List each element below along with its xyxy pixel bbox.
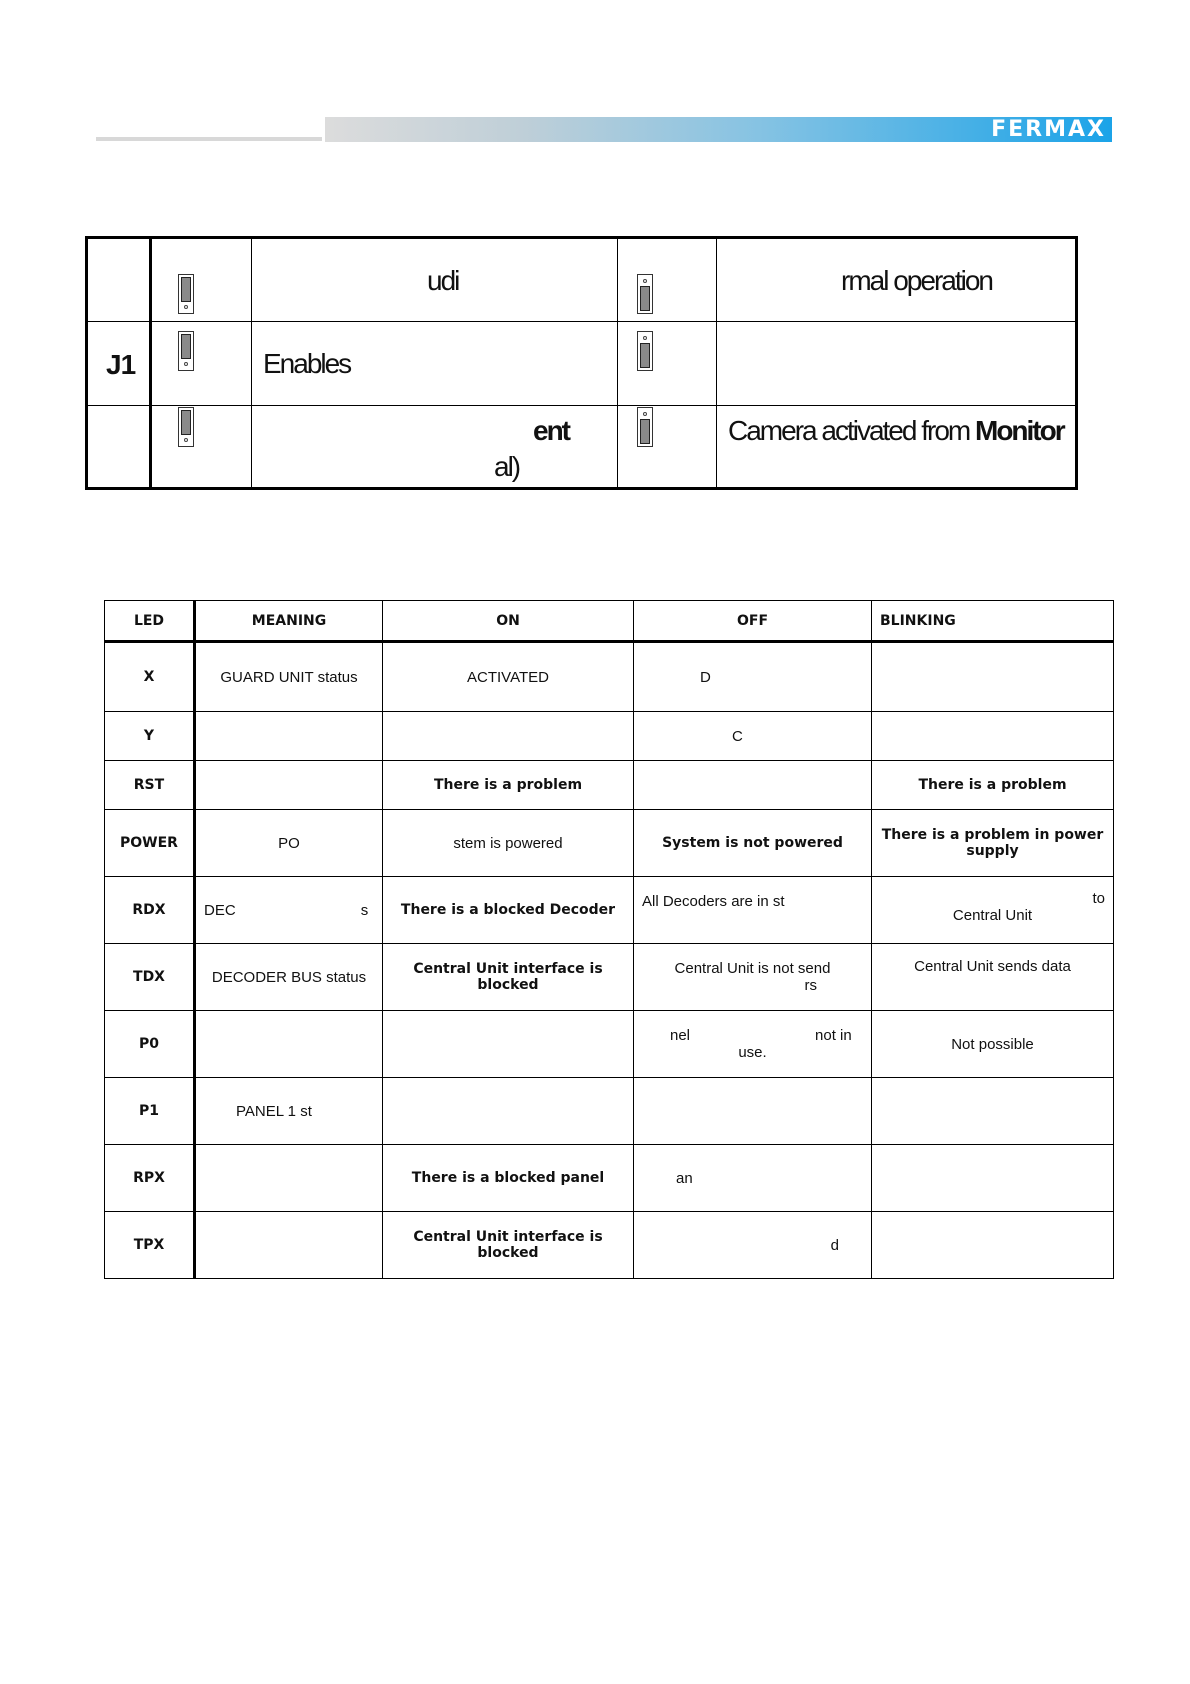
led-name: X — [105, 642, 195, 712]
header-gradient-bar — [325, 117, 1112, 142]
table-row — [105, 944, 1114, 1011]
jumper-row3-left-text-a: ent — [533, 415, 569, 446]
blinking-cell — [872, 877, 1114, 944]
on-cell: There is a blocked panel — [383, 1145, 634, 1212]
table-row — [105, 1212, 1114, 1279]
off-text-a: nel not in — [670, 1027, 852, 1044]
camera-activated-text: Camera activated from — [728, 415, 975, 446]
table-divider — [617, 239, 618, 487]
jumper-row3-right-text — [728, 415, 1064, 447]
table-row — [105, 1011, 1114, 1078]
off-cell — [634, 944, 872, 1011]
column-header-led: LED — [105, 601, 195, 642]
on-cell: Central Unit interface is blocked — [383, 1212, 634, 1279]
off-text-b: use. — [738, 1044, 767, 1061]
table-divider — [251, 239, 252, 487]
jumper-row1-right-text: rmal operation — [841, 265, 992, 296]
blinking-cell — [872, 712, 1114, 761]
on-cell: There is a blocked Decoder — [383, 877, 634, 944]
meaning-cell — [195, 1212, 383, 1279]
table-header-row — [105, 601, 1114, 642]
column-header-blinking: BLINKING — [872, 601, 1114, 642]
led-name: TDX — [105, 944, 195, 1011]
meaning-cell: DECODER BUS status — [195, 944, 383, 1011]
jumper-switch-icon — [637, 274, 653, 314]
blinking-cell: Not possible — [872, 1011, 1114, 1078]
table-divider — [149, 239, 152, 487]
jumper-switch-icon — [178, 331, 194, 371]
led-name: RST — [105, 761, 195, 810]
off-text-a: Central Unit is not send — [674, 960, 831, 977]
led-name: RPX — [105, 1145, 195, 1212]
led-name: Y — [105, 712, 195, 761]
column-header-off: OFF — [634, 601, 872, 642]
table-row — [105, 642, 1114, 712]
blinking-cell — [872, 642, 1114, 712]
meaning-cell — [195, 712, 383, 761]
off-cell: d — [634, 1212, 872, 1279]
on-cell: ACTIVATED — [383, 642, 634, 712]
led-name: P0 — [105, 1011, 195, 1078]
table-row — [105, 1145, 1114, 1212]
blinking-cell — [872, 1078, 1114, 1145]
on-cell — [383, 1078, 634, 1145]
on-cell: stem is powered — [383, 810, 634, 877]
led-status-table — [104, 600, 1114, 1279]
off-cell: an — [634, 1145, 872, 1212]
meaning-cell — [195, 761, 383, 810]
table-divider — [88, 321, 1075, 322]
jumper-switch-icon — [637, 331, 653, 371]
jumper-switch-icon — [637, 407, 653, 447]
off-cell — [634, 1011, 872, 1078]
off-cell: C — [634, 712, 872, 761]
fermax-logo: FERMAX — [991, 117, 1106, 142]
led-name: TPX — [105, 1212, 195, 1279]
off-cell: System is not powered — [634, 810, 872, 877]
blinking-cell — [872, 1212, 1114, 1279]
blinking-cell: There is a problem in power supply — [872, 810, 1114, 877]
off-cell: All Decoders are in st — [634, 877, 872, 944]
blinking-cell — [872, 1145, 1114, 1212]
table-divider — [88, 405, 1075, 406]
off-cell — [634, 761, 872, 810]
column-header-meaning: MEANING — [195, 601, 383, 642]
led-name: POWER — [105, 810, 195, 877]
led-name: RDX — [105, 877, 195, 944]
on-cell: Central Unit interface is blocked — [383, 944, 634, 1011]
blinking-text-a: to — [1092, 890, 1105, 907]
table-row — [105, 877, 1114, 944]
jumper-switch-icon — [178, 274, 194, 314]
blinking-cell: There is a problem — [872, 761, 1114, 810]
off-cell — [634, 1078, 872, 1145]
table-row — [105, 810, 1114, 877]
jumper-label: J1 — [106, 349, 136, 380]
header-rule — [96, 137, 322, 141]
table-row — [105, 1078, 1114, 1145]
meaning-cell: PANEL 1 st — [195, 1078, 383, 1145]
jumper-row2-left-text: Enables — [263, 348, 351, 379]
meaning-cell: PO — [195, 810, 383, 877]
on-cell — [383, 1011, 634, 1078]
jumper-row3-left-text-b: al) — [494, 451, 520, 482]
table-divider — [716, 239, 717, 487]
table-row — [105, 761, 1114, 810]
led-name: P1 — [105, 1078, 195, 1145]
meaning-cell: GUARD UNIT status — [195, 642, 383, 712]
off-cell: D — [634, 642, 872, 712]
off-text-b: rs — [804, 977, 817, 994]
meaning-cell: DEC s — [195, 877, 383, 944]
meaning-cell — [195, 1145, 383, 1212]
jumper-switch-icon — [178, 407, 194, 447]
blinking-text-b: Central Unit — [952, 907, 1033, 924]
column-header-on: ON — [383, 601, 634, 642]
jumper-row1-left-text: udi — [427, 265, 459, 296]
blinking-cell: Central Unit sends data — [872, 944, 1114, 1011]
monitor-text: Monitor — [975, 415, 1064, 446]
jumper-table — [85, 236, 1078, 490]
meaning-cell — [195, 1011, 383, 1078]
on-cell — [383, 712, 634, 761]
on-cell: There is a problem — [383, 761, 634, 810]
table-row — [105, 712, 1114, 761]
